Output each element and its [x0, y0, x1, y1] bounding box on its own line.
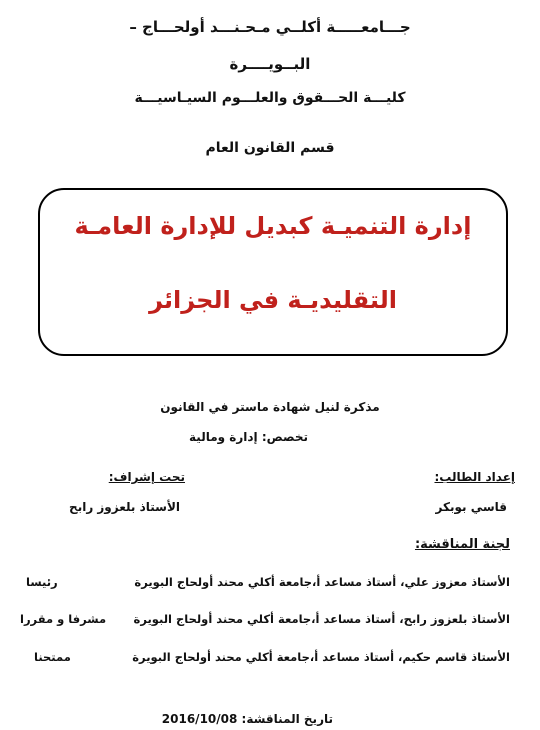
- discussion-date: تاريخ المناقشة: 2016/10/08: [161, 712, 333, 726]
- committee-member: الأستاذ معزوز علي، أستاذ مساعد أ،جامعة أكلي محند أولحاج البويرة: [134, 575, 510, 589]
- committee-label: لجنة المناقشة:: [414, 537, 510, 552]
- supervisor-name: الأستاذ بلعزوز رابح: [69, 500, 180, 514]
- memo-purpose: مذكرة لنيل شهادة ماستر في القانون: [160, 400, 380, 414]
- prepared-by-label: إعداد الطالب:: [434, 470, 515, 484]
- faculty-name: كليـــة الحـــقوق والعلـــوم السيـاسيـــة: [134, 90, 406, 106]
- committee-row: [20, 575, 510, 595]
- committee-role: رئيسا: [26, 575, 58, 589]
- university-name: جـــامعـــــة أكلــي مـحـنـــد أولحـــاج –: [129, 18, 411, 36]
- department-name: قسم القانون العام: [205, 140, 335, 156]
- committee-member: الأستاذ قاسم حكيم، أستاذ مساعد أ،جامعة أكلي محند أولحاج البويرة: [132, 650, 510, 664]
- thesis-title-line-2: التقليديـة في الجزائر: [149, 286, 397, 314]
- committee-role: مشرفا و مقررا: [20, 612, 107, 626]
- thesis-title-line-1: إدارة التنميـة كبديل للإدارة العامـة: [74, 212, 472, 240]
- city-name: البــويــــرة: [229, 55, 311, 73]
- supervision-label: تحت إشراف:: [108, 470, 185, 484]
- committee-row: [20, 650, 510, 670]
- student-name: قاسي بوبكر: [435, 500, 507, 514]
- committee-role: ممتحنا: [34, 650, 71, 664]
- committee-member: الأستاذ بلعزوز رابح، أستاذ مساعد أ،جامعة أكلي محند أولحاج البويرة: [133, 612, 510, 626]
- specialty: تخصص: إدارة ومالية: [189, 430, 308, 444]
- title-box: [38, 188, 508, 356]
- committee-row: [20, 612, 510, 632]
